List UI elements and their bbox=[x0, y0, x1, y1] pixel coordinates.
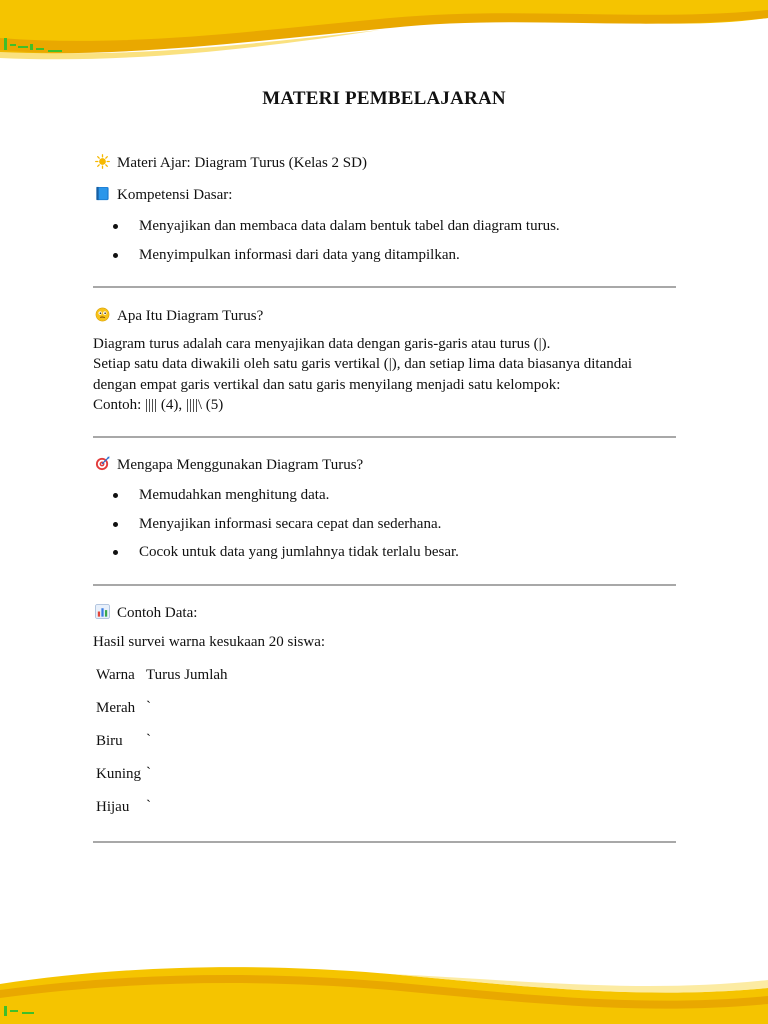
bar-chart-icon bbox=[95, 604, 110, 619]
table-cell-turus: ` bbox=[146, 798, 151, 814]
kompetensi-label: Kompetensi Dasar: bbox=[117, 187, 233, 203]
list-item: Memudahkan menghitung data. bbox=[113, 485, 329, 505]
apa-heading-text: Apa Itu Diagram Turus? bbox=[117, 308, 264, 324]
apa-heading bbox=[95, 306, 263, 326]
materi-ajar-line bbox=[95, 153, 367, 173]
list-item: Menyimpulkan informasi dari data yang ditampilkan. bbox=[113, 245, 460, 265]
table-cell-warna: Hijau bbox=[96, 799, 130, 815]
paragraph-line: Contoh: |||| (4), ||||\ (5) bbox=[93, 397, 224, 414]
top-wave-decoration bbox=[0, 0, 768, 70]
page-title: MATERI PEMBELAJARAN bbox=[262, 88, 506, 109]
contoh-intro: Hasil survei warna kesukaan 20 siswa: bbox=[93, 634, 326, 650]
table-cell-turus: ` bbox=[146, 732, 151, 748]
section-divider bbox=[93, 584, 676, 586]
table-cell-warna: Merah bbox=[96, 700, 136, 716]
list-item: Cocok untuk data yang jumlahnya tidak terlalu besar. bbox=[113, 542, 459, 562]
table-cell-warna: Kuning bbox=[96, 766, 141, 782]
table-cell-turus: ` bbox=[146, 765, 151, 781]
list-item: Menyajikan informasi secara cepat dan sederhana. bbox=[113, 514, 441, 534]
table-cell-turus: ` bbox=[146, 699, 151, 715]
list-item: Menyajikan dan membaca data dalam bentuk tabel dan diagram turus. bbox=[113, 216, 560, 236]
sun-icon bbox=[95, 154, 110, 169]
section-divider bbox=[93, 436, 676, 438]
paragraph-line: dengan empat garis vertikal dan satu garis menyilang menjadi satu kelompok: bbox=[93, 376, 561, 393]
bottom-wave-decoration bbox=[0, 960, 768, 1024]
section-divider bbox=[93, 286, 676, 288]
mengapa-heading-text: Mengapa Menggunakan Diagram Turus? bbox=[117, 457, 364, 473]
contoh-heading bbox=[95, 603, 197, 623]
table-header-turus-jumlah: Turus Jumlah bbox=[146, 667, 228, 683]
mengapa-heading bbox=[95, 455, 363, 475]
table-header-warna: Warna bbox=[96, 667, 135, 683]
thinking-face-icon bbox=[95, 307, 110, 322]
table-cell-warna: Biru bbox=[96, 733, 123, 749]
apa-paragraph bbox=[93, 334, 693, 416]
contoh-heading-text: Contoh Data: bbox=[117, 605, 198, 621]
target-dart-icon bbox=[95, 456, 110, 471]
blue-book-icon bbox=[95, 186, 110, 201]
section-divider bbox=[93, 841, 676, 843]
paragraph-line: Diagram turus adalah cara menyajikan data dengan garis-garis atau turus (|). bbox=[93, 336, 551, 352]
paragraph-line: Setiap satu data diwakili oleh satu garis vertikal (|), dan setiap lima data biasanya ditandai bbox=[93, 356, 633, 373]
kompetensi-heading bbox=[95, 185, 232, 205]
materi-ajar-text: Materi Ajar: Diagram Turus (Kelas 2 SD) bbox=[117, 155, 367, 171]
